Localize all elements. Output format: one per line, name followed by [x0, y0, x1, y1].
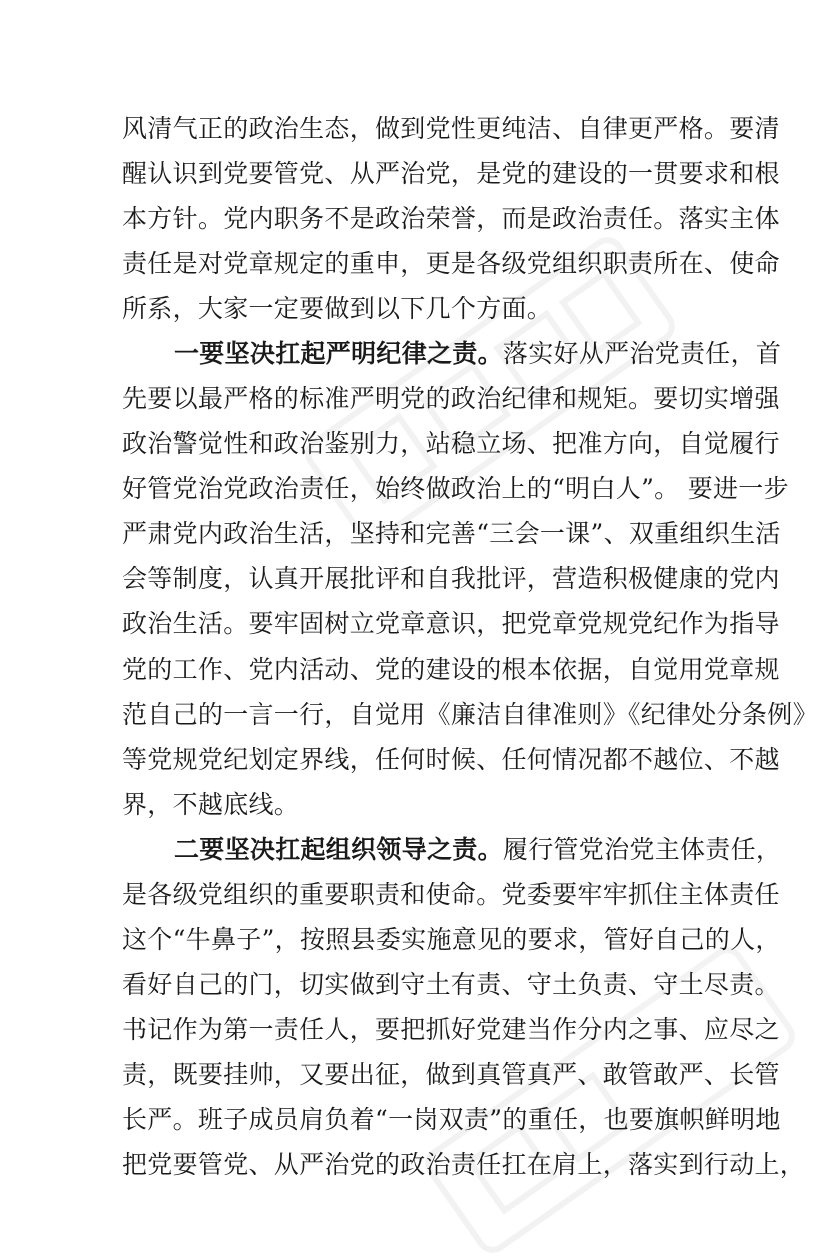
intro-line-5: 所系，大家一定要做到以下几个方面。: [122, 294, 553, 323]
para1-line-6: 会等制度，认真开展批评和自我批评，营造积极健康的党内: [122, 564, 780, 593]
intro-line-3: 本方针。党内职务不是政治荣誉，而是政治责任。落实主体: [122, 204, 780, 233]
para2-first-rest: 履行管党治党主体责任，: [502, 835, 782, 864]
para1-line-7: 政治生活。要牢固树立党章意识，把党章党规党纪作为指导: [122, 609, 780, 638]
para2-line-3: 这个“牛鼻子”，按照县委实施意见的要求，管好自己的人，: [122, 925, 781, 954]
para2-line-8: 把党要管党、从严治党的政治责任扛在肩上，落实到行动上，: [122, 1150, 806, 1179]
para1-line-8: 党的工作、党内活动、党的建设的根本依据，自觉用党章规: [122, 655, 780, 684]
para2-first-line: [174, 827, 782, 872]
para1-line-4: 好管党治党政治责任，始终做政治上的“明白人”。 要进一步: [122, 474, 789, 503]
para1-line-2: 先要以最严格的标准严明党的政治纪律和规矩。要切实增强: [122, 384, 780, 413]
para1-line-5: 严肃党内政治生活，坚持和完善“三会一课”、双重组织生活: [122, 519, 781, 548]
para2-line-4: 看好自己的门，切实做到守土有责、守土负责、守土尽责。: [122, 970, 780, 999]
para1-line-9: 范自己的一言一行，自觉用《廉洁自律准则》《纪律处分条例》: [122, 700, 818, 729]
para2-heading: 二要坚决扛起组织领导之责。: [174, 835, 503, 864]
para2-line-2: 是各级党组织的重要职责和使命。党委要牢牢抓住主体责任: [122, 880, 780, 909]
para2-line-6: 责，既要挂帅，又要出征，做到真管真严、敢管敢严、长管: [122, 1060, 780, 1089]
para1-first-line: [174, 331, 782, 376]
intro-line-4: 责任是对党章规定的重申，更是各级党组织职责所在、使命: [122, 249, 780, 278]
intro-line-1: 风清气正的政治生态，做到党性更纯洁、自律更严格。要清: [122, 114, 780, 143]
para1-line-10: 等党规党纪划定界线，任何时候、任何情况都不越位、不越: [122, 745, 780, 774]
para1-line-11: 界，不越底线。: [122, 790, 300, 819]
para1-first-rest: 落实好从严治党责任，首: [502, 339, 782, 368]
para1-heading: 一要坚决扛起严明纪律之责。: [174, 339, 503, 368]
para2-line-7: 长严。班子成员肩负着“一岗双责”的重任，也要旗帜鲜明地: [122, 1105, 781, 1134]
para2-line-5: 书记作为第一责任人，要把抓好党建当作分内之事、应尽之: [122, 1015, 780, 1044]
intro-line-2: 醒认识到党要管党、从严治党，是党的建设的一贯要求和根: [122, 159, 780, 188]
para1-line-3: 政治警觉性和政治鉴别力，站稳立场、把准方向，自觉履行: [122, 429, 780, 458]
